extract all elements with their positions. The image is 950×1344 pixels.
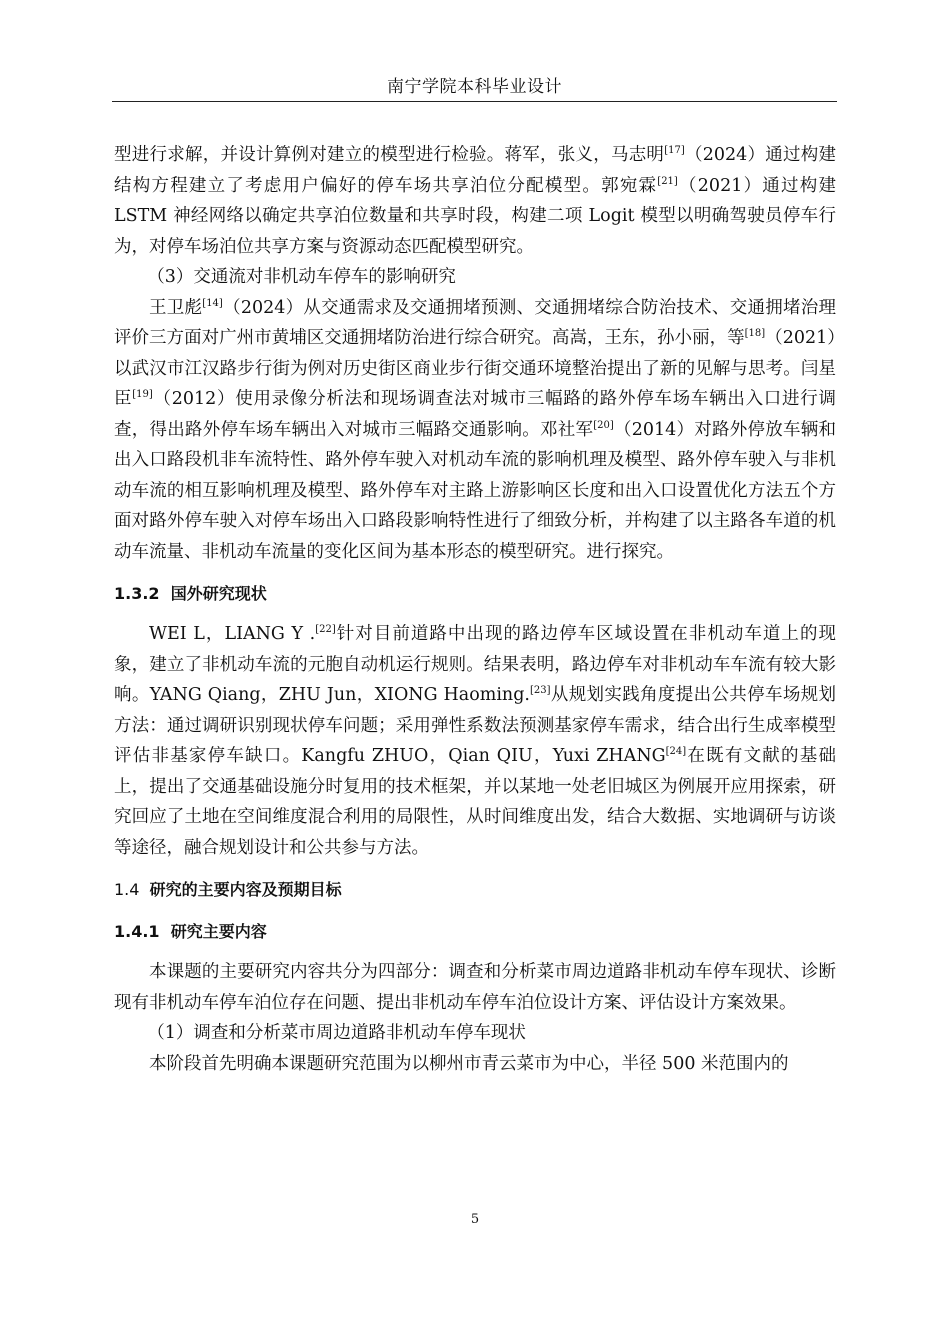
page-number: 5 (470, 1212, 480, 1227)
paragraph-traffic-flow-research (114, 293, 836, 568)
text-run: 从规划实践角度提出公共停车场规划方法：通过调研识别现状停车问题；采用弹性系数法预测基家停车需求，结合出行生成率模型评估非基家停车缺口。Kangfu ZHUO，Qian QIU，Yuxi ZHANG (114, 685, 837, 766)
text-run: （2014）对路外停放车辆和出入口路段机非车流特性、路外停车驶入对机动车流的影响机理及模型、路外停车驶入与非机动车流的相互影响机理及模型、路外停车对主路上游影响区长度和出入口设置优化方法五个方面对路外停车驶入对停车场出入口路段影响特性进行了细致分析，并构建了以主路各车道的机动车流量、非机动车流量的变化区间为基本形态的模型研究。进行探究。 (114, 419, 836, 562)
citation-ref: [22] (315, 624, 336, 636)
citation-ref: [24] (665, 746, 687, 758)
section-number: 1.3.2 (114, 584, 160, 603)
citation-ref: [14] (202, 297, 223, 309)
text-run: （2012）使用录像分析法和现场调查法对城市三幅路的路外停车场车辆出入口进行调查，得出路外停车场车辆出入对城市三幅路交通影响。邓社军 (114, 389, 836, 440)
text-run: 在既有文献的基础上，提出了交通基础设施分时复用的技术框架，并以某地一处老旧城区为例展开应用探索，研究回应了土地在空间维度混合利用的局限性，从时间维度出发，结合大数据、实地调研与访谈等途径，融合规划设计和公共参与方法。 (114, 746, 836, 858)
text-run: （2021）以武汉市江汉路步行街为例对历史街区商业步行街交通环境整治提出了新的见解与思考。闫星臣 (114, 328, 836, 409)
text-run: （2021）通过构建 LSTM 神经网络以确定共享泊位数量和共享时段，构建二项 Logit 模型以明确驾驶员停车行为，对停车场泊位共享方案与资源动态匹配模型研究。 (114, 175, 837, 257)
section-title: 国外研究现状 (170, 584, 267, 603)
citation-ref: [23] (529, 685, 551, 697)
citation-ref: [20] (593, 419, 614, 431)
paragraph-main-content: 本课题的主要研究内容共分为四部分：调查和分析菜市周边道路非机动车停车现状、诊断现有非机动车停车泊位存在问题、提出非机动车停车泊位设计方案、评估设计方案效果。 (114, 962, 836, 1013)
section-heading-1-4-1 (114, 917, 836, 947)
subsection-heading-survey: （1）调查和分析菜市周边道路非机动车停车现状 (147, 1023, 526, 1043)
citation-ref: [17] (664, 145, 685, 157)
text-run: 型进行求解，并设计算例对建立的模型进行检验。蒋军，张义，马志明 (114, 145, 665, 165)
paragraph-domestic-parking-models (114, 140, 836, 262)
section-title: 研究主要内容 (170, 922, 267, 941)
page-body (114, 140, 836, 1079)
text-run: 针对目前道路中出现的路边停车区域设置在非机动车道上的现象，建立了非机动车流的元胞自动机运行规则。结果表明，路边停车对非机动车车流有较大影响。YANG Qiang，ZHU Jun，XIONG Haoming. (114, 624, 836, 705)
citation-ref: [21] (657, 175, 678, 187)
section-title: 研究的主要内容及预期目标 (149, 880, 342, 899)
subsection-heading-traffic-flow: （3）交通流对非机动车停车的影响研究 (147, 267, 456, 287)
text-run: 王卫彪 (149, 297, 203, 318)
text-run: （2024）从交通需求及交通拥堵预测、交通拥堵综合防治技术、交通拥堵治理评价三方面对广州市黄埔区交通拥堵防治进行综合研究。高嵩，王东，孙小丽，等 (114, 297, 836, 348)
citation-ref: [19] (132, 389, 153, 401)
section-heading-1-4 (114, 875, 836, 905)
paragraph-research-scope: 本阶段首先明确本课题研究范围为以柳州市青云菜市为中心，半径 500 米范围内的 (149, 1053, 789, 1074)
section-number: 1.4.1 (114, 922, 160, 941)
text-run: （2024）通过构建结构方程建立了考虑用户偏好的停车场共享泊位分配模型。郭宛霖 (114, 145, 836, 196)
section-number: 1.4 (114, 880, 140, 899)
running-header: 南宁学院本科毕业设计 (387, 77, 562, 97)
paragraph-foreign-research (114, 619, 836, 863)
text-run: WEI L，LIANG Y . (149, 624, 316, 644)
citation-ref: [18] (744, 328, 766, 340)
header-rule (112, 101, 837, 102)
section-heading-1-3-2 (114, 579, 836, 609)
